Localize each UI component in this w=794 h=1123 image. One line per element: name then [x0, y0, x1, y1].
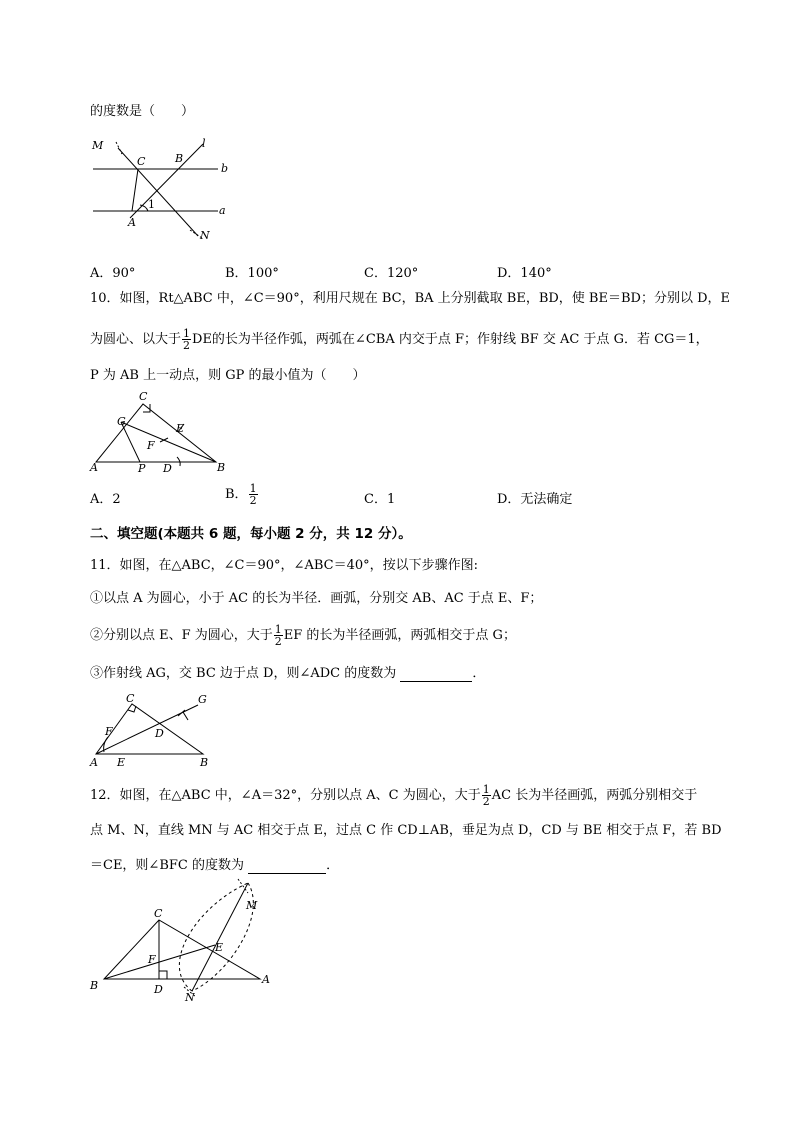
- q11-label-F: F: [105, 725, 113, 738]
- q10-option-b-label: B．: [225, 487, 248, 502]
- q10-label-A: A: [90, 461, 98, 474]
- q9-figure: [90, 132, 240, 244]
- q10-option-b[interactable]: [225, 483, 259, 506]
- q12-line3-end: ．: [326, 858, 340, 873]
- q10-figure: [88, 390, 233, 475]
- q12-label-N: N: [185, 991, 195, 1004]
- q10-line2-a: 为圆心、以大于: [90, 332, 182, 347]
- q9-label-l: l: [202, 137, 206, 150]
- q11-fraction: [274, 624, 283, 647]
- q9-label-C: C: [137, 155, 146, 168]
- q11-step3-text: ③作射线 AG，交 BC 边于点 D，则∠ADC 的度数为: [90, 666, 397, 681]
- q9-label-B: B: [175, 152, 184, 165]
- q12-figure: [88, 875, 278, 1007]
- q12-label-F: F: [148, 953, 156, 966]
- q9-option-d[interactable]: D．140°: [497, 266, 552, 281]
- q12-frac-num: 1: [482, 783, 490, 796]
- q10-label-F: F: [147, 439, 155, 452]
- q12-answer-blank[interactable]: [248, 857, 326, 874]
- q11-figure: [88, 690, 218, 770]
- q12-label-M: M: [246, 899, 258, 912]
- q12-line1: [90, 784, 697, 807]
- q9-option-a[interactable]: A．90°: [90, 266, 136, 281]
- q12-line1-b: AC 长为半径画弧，两弧分别相交于: [491, 788, 698, 803]
- q12-line3-text: ＝CE，则∠BFC 的度数为: [90, 858, 244, 873]
- q10-label-P: P: [138, 462, 146, 475]
- q10-line2-b: DE的长为半径作弧，两弧在∠CBA 内交于点 F；作射线 BF 交 AC 于点 G．若 CG＝1，: [192, 332, 709, 347]
- q12-line1-a: 12．如图，在△ABC 中，∠A＝32°，分别以点 A、C 为圆心，大于: [90, 788, 481, 803]
- q11-label-D: D: [155, 727, 164, 740]
- q10-line1: 10．如图，Rt△ABC 中，∠C＝90°，利用尺规在 BC，BA 上分别截取 BE，BD，使 BE＝BD；分别以 D，E: [90, 291, 730, 306]
- q10-frac-den: 2: [183, 339, 191, 352]
- q10-line3: P 为 AB 上一动点，则 GP 的最小值为（ ）: [90, 368, 366, 383]
- q9-option-c[interactable]: C．120°: [364, 266, 419, 281]
- q11-label-E: E: [117, 756, 126, 769]
- q9-option-b[interactable]: B．100°: [225, 266, 279, 281]
- q12-frac-den: 2: [482, 795, 490, 808]
- q12-label-B: B: [90, 979, 99, 992]
- q10-option-b-den: 2: [249, 494, 257, 507]
- q11-frac-num: 1: [274, 623, 282, 636]
- q11-step3: [90, 665, 485, 682]
- q12-line3: [90, 857, 339, 874]
- q10-option-b-num: 1: [249, 482, 257, 495]
- q11-frac-den: 2: [274, 635, 282, 648]
- q11-answer-blank[interactable]: [400, 665, 472, 682]
- q10-option-c[interactable]: C．1: [364, 492, 396, 507]
- q10-option-d[interactable]: D．无法确定: [497, 492, 573, 507]
- q10-label-D: D: [163, 462, 172, 475]
- q9-stem-end: 的度数是（ ）: [90, 104, 195, 119]
- q11-label-C: C: [126, 692, 135, 705]
- q11-step2: [90, 624, 516, 647]
- q10-label-E: E: [176, 422, 185, 435]
- q12-label-E: E: [215, 941, 224, 954]
- q9-label-b: b: [221, 162, 229, 175]
- q10-frac-num: 1: [183, 327, 191, 340]
- q11-step2-b: EF 的长为半径画弧，两弧相交于点 G；: [283, 628, 516, 643]
- q11-label-A: A: [90, 756, 98, 769]
- q10-line2: [90, 328, 709, 351]
- q10-label-G: G: [117, 415, 126, 428]
- q12-label-D: D: [154, 983, 163, 996]
- q11-label-B: B: [200, 756, 209, 769]
- q10-label-C: C: [139, 390, 148, 403]
- q12-fraction: [482, 784, 491, 807]
- q10-label-B: B: [217, 461, 226, 474]
- q11-step3-end: ．: [472, 666, 486, 681]
- q11-step2-a: ②分别以点 E、F 为圆心，大于: [90, 628, 273, 643]
- q9-label-M: M: [92, 139, 104, 152]
- q11-step1: ①以点 A 为圆心，小于 AC 的长为半径．画弧，分别交 AB、AC 于点 E、F；: [90, 591, 543, 606]
- q9-label-N: N: [200, 229, 210, 242]
- q11-label-G: G: [198, 693, 207, 706]
- q12-line2: 点 M、N，直线 MN 与 AC 相交于点 E，过点 C 作 CD⊥AB，垂足为点 D，CD 与 BE 相交于点 F，若 BD: [90, 823, 722, 838]
- q9-label-1: 1: [148, 198, 155, 211]
- q12-label-A: A: [262, 973, 270, 986]
- q10-fraction: [182, 328, 191, 351]
- section-2-heading: 二、填空题(本题共 6 题，每小题 2 分，共 12 分）。: [90, 526, 412, 542]
- q10-option-a[interactable]: A．2: [90, 492, 121, 507]
- q10-option-b-fraction: [249, 483, 258, 506]
- q12-label-C: C: [154, 907, 163, 920]
- q11-line1: 11．如图，在△ABC，∠C＝90°，∠ABC＝40°，按以下步骤作图:: [90, 558, 478, 573]
- q9-label-A: A: [128, 216, 136, 229]
- q9-label-a: a: [219, 204, 226, 217]
